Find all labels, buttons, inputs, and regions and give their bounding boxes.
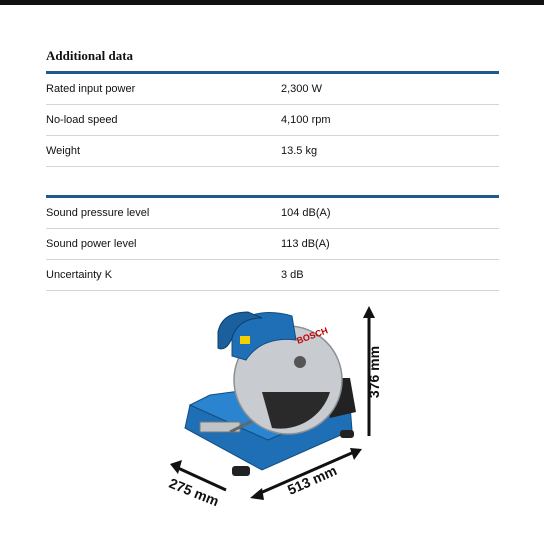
saw-label-yellow xyxy=(240,336,250,344)
row-label: Sound pressure level xyxy=(46,207,150,219)
section-title: Additional data xyxy=(46,48,134,63)
row-label: Weight xyxy=(46,145,81,157)
row-label: Rated input power xyxy=(46,83,136,95)
row-value: 4,100 rpm xyxy=(281,114,331,126)
row-label: No-load speed xyxy=(46,114,118,126)
row-value: 2,300 W xyxy=(281,83,322,95)
row-value: 13.5 kg xyxy=(281,145,318,157)
saw-spindle xyxy=(294,356,306,368)
depth-arrow-head xyxy=(170,460,182,474)
row-label: Sound power level xyxy=(46,238,137,250)
depth-dimension-label: 275 mm xyxy=(166,474,222,510)
brand-logo: BOSCH xyxy=(295,325,330,346)
height-dimension-label: 376 mm xyxy=(366,345,383,399)
row-value: 113 dB(A) xyxy=(281,238,330,250)
saw-foot xyxy=(340,430,354,438)
row-value: 3 dB xyxy=(281,269,304,281)
saw-foot xyxy=(232,466,250,476)
width-arrow-head xyxy=(250,488,264,500)
row-value: 104 dB(A) xyxy=(281,207,331,219)
height-arrow-head xyxy=(363,306,375,318)
row-label: Uncertainty K xyxy=(46,269,113,281)
width-dimension-label: 513 mm xyxy=(285,462,340,498)
